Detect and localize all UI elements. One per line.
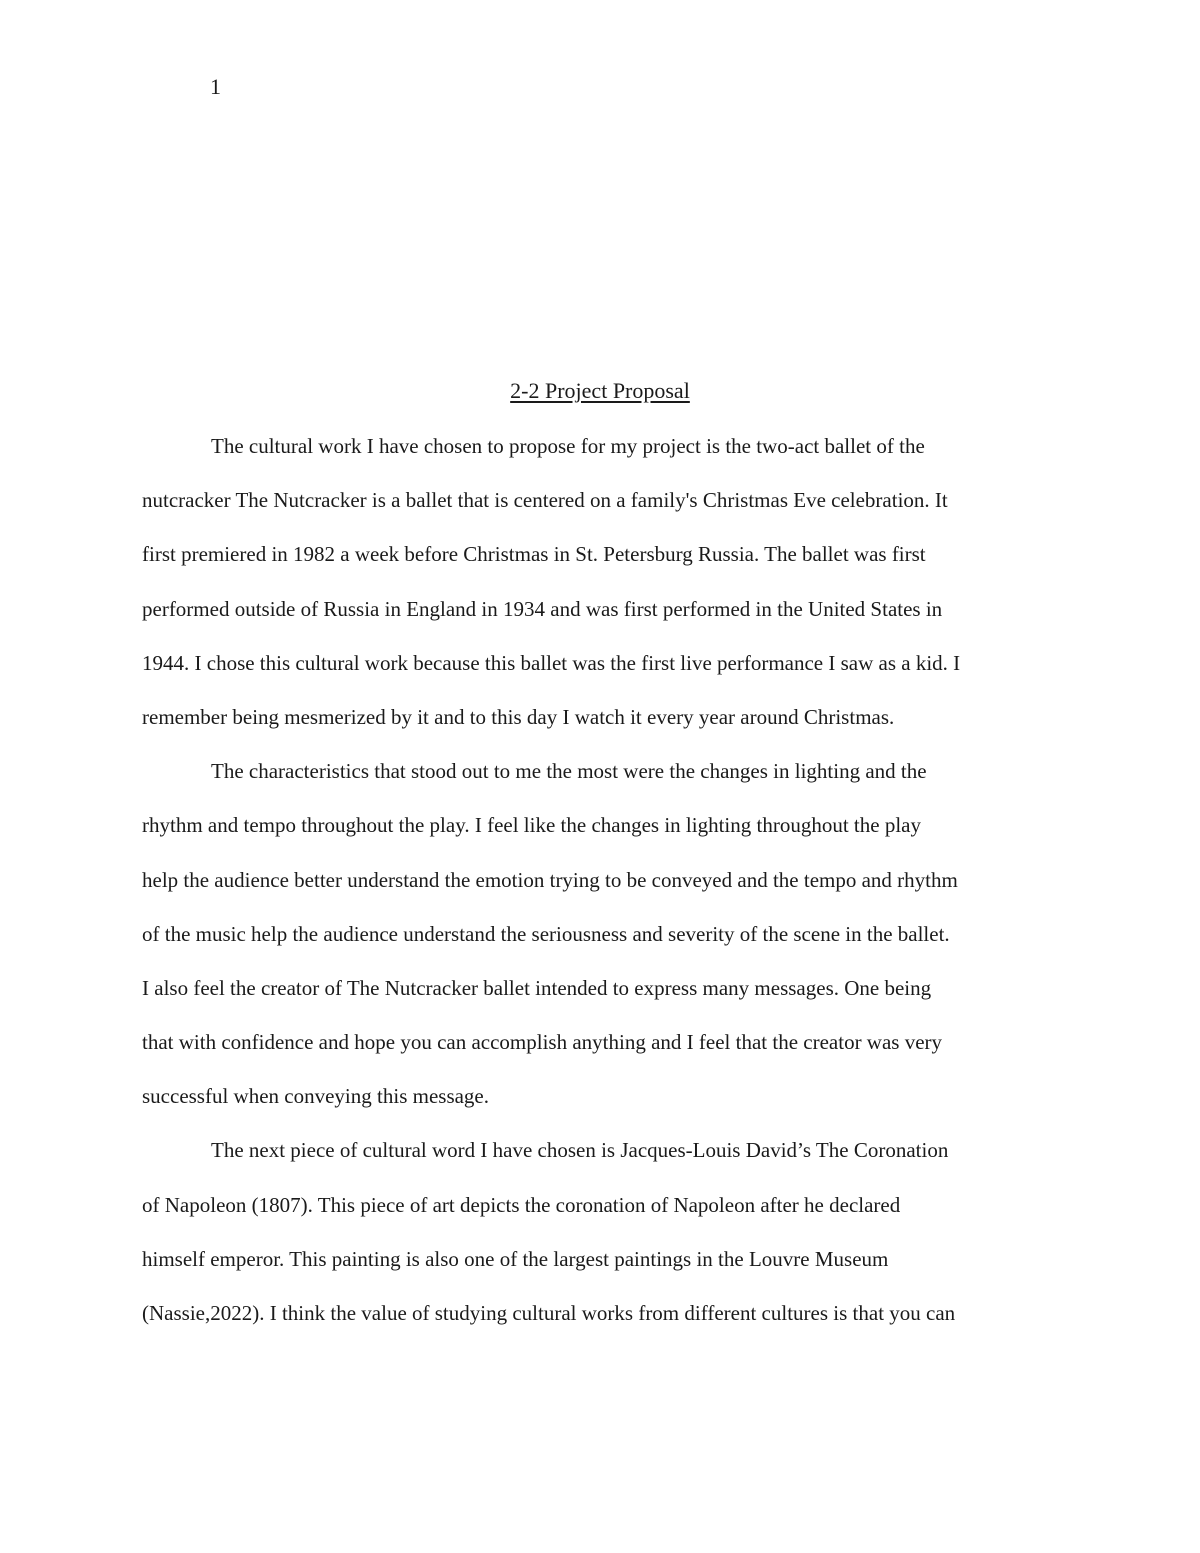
paragraph-line: successful when conveying this message. bbox=[142, 1084, 490, 1109]
paragraph-2 bbox=[142, 744, 1062, 1123]
paragraph-line: 1944. I chose this cultural work because this ballet was the first live performance I saw as a kid. I bbox=[142, 650, 961, 675]
paragraph-line: I also feel the creator of The Nutcracker ballet intended to express many messages. One being bbox=[142, 975, 932, 1000]
document-title bbox=[0, 378, 1200, 404]
paragraph-line: first premiered in 1982 a week before Christmas in St. Petersburg Russia. The ballet was first bbox=[142, 542, 926, 567]
page-number: 1 bbox=[210, 74, 221, 99]
paragraph-line: rhythm and tempo throughout the play. I feel like the changes in lighting throughout the play bbox=[142, 813, 921, 838]
paragraph-line: The next piece of cultural word I have chosen is Jacques-Louis David’s The Coronation bbox=[211, 1138, 949, 1163]
paragraph-line: himself emperor. This painting is also one of the largest paintings in the Louvre Museum bbox=[142, 1246, 889, 1271]
document-body bbox=[142, 419, 1062, 1340]
paragraph-line: nutcracker The Nutcracker is a ballet that is centered on a family's Christmas Eve celebration. It bbox=[142, 488, 948, 513]
paragraph-line: that with confidence and hope you can accomplish anything and I feel that the creator was very bbox=[142, 1030, 943, 1055]
paragraph-line: performed outside of Russia in England in 1934 and was first performed in the United States in bbox=[142, 596, 943, 621]
paragraph-1 bbox=[142, 419, 1062, 744]
paragraph-3 bbox=[142, 1123, 1062, 1340]
paragraph-line: of Napoleon (1807). This piece of art depicts the coronation of Napoleon after he declared bbox=[142, 1192, 901, 1217]
document-title-text: 2-2 Project Proposal bbox=[510, 378, 690, 403]
paragraph-line: The cultural work I have chosen to propose for my project is the two-act ballet of the bbox=[211, 434, 925, 458]
paragraph-line: help the audience better understand the emotion trying to be conveyed and the tempo and rhythm bbox=[142, 867, 958, 892]
paragraph-line: (Nassie,2022). I think the value of studying cultural works from different cultures is that you can bbox=[142, 1301, 956, 1325]
paragraph-line: remember being mesmerized by it and to this day I watch it every year around Christmas. bbox=[142, 704, 895, 729]
paragraph-line: of the music help the audience understand the seriousness and severity of the scene in the ballet. bbox=[142, 921, 950, 946]
paragraph-line: The characteristics that stood out to me the most were the changes in lighting and the bbox=[211, 759, 927, 784]
